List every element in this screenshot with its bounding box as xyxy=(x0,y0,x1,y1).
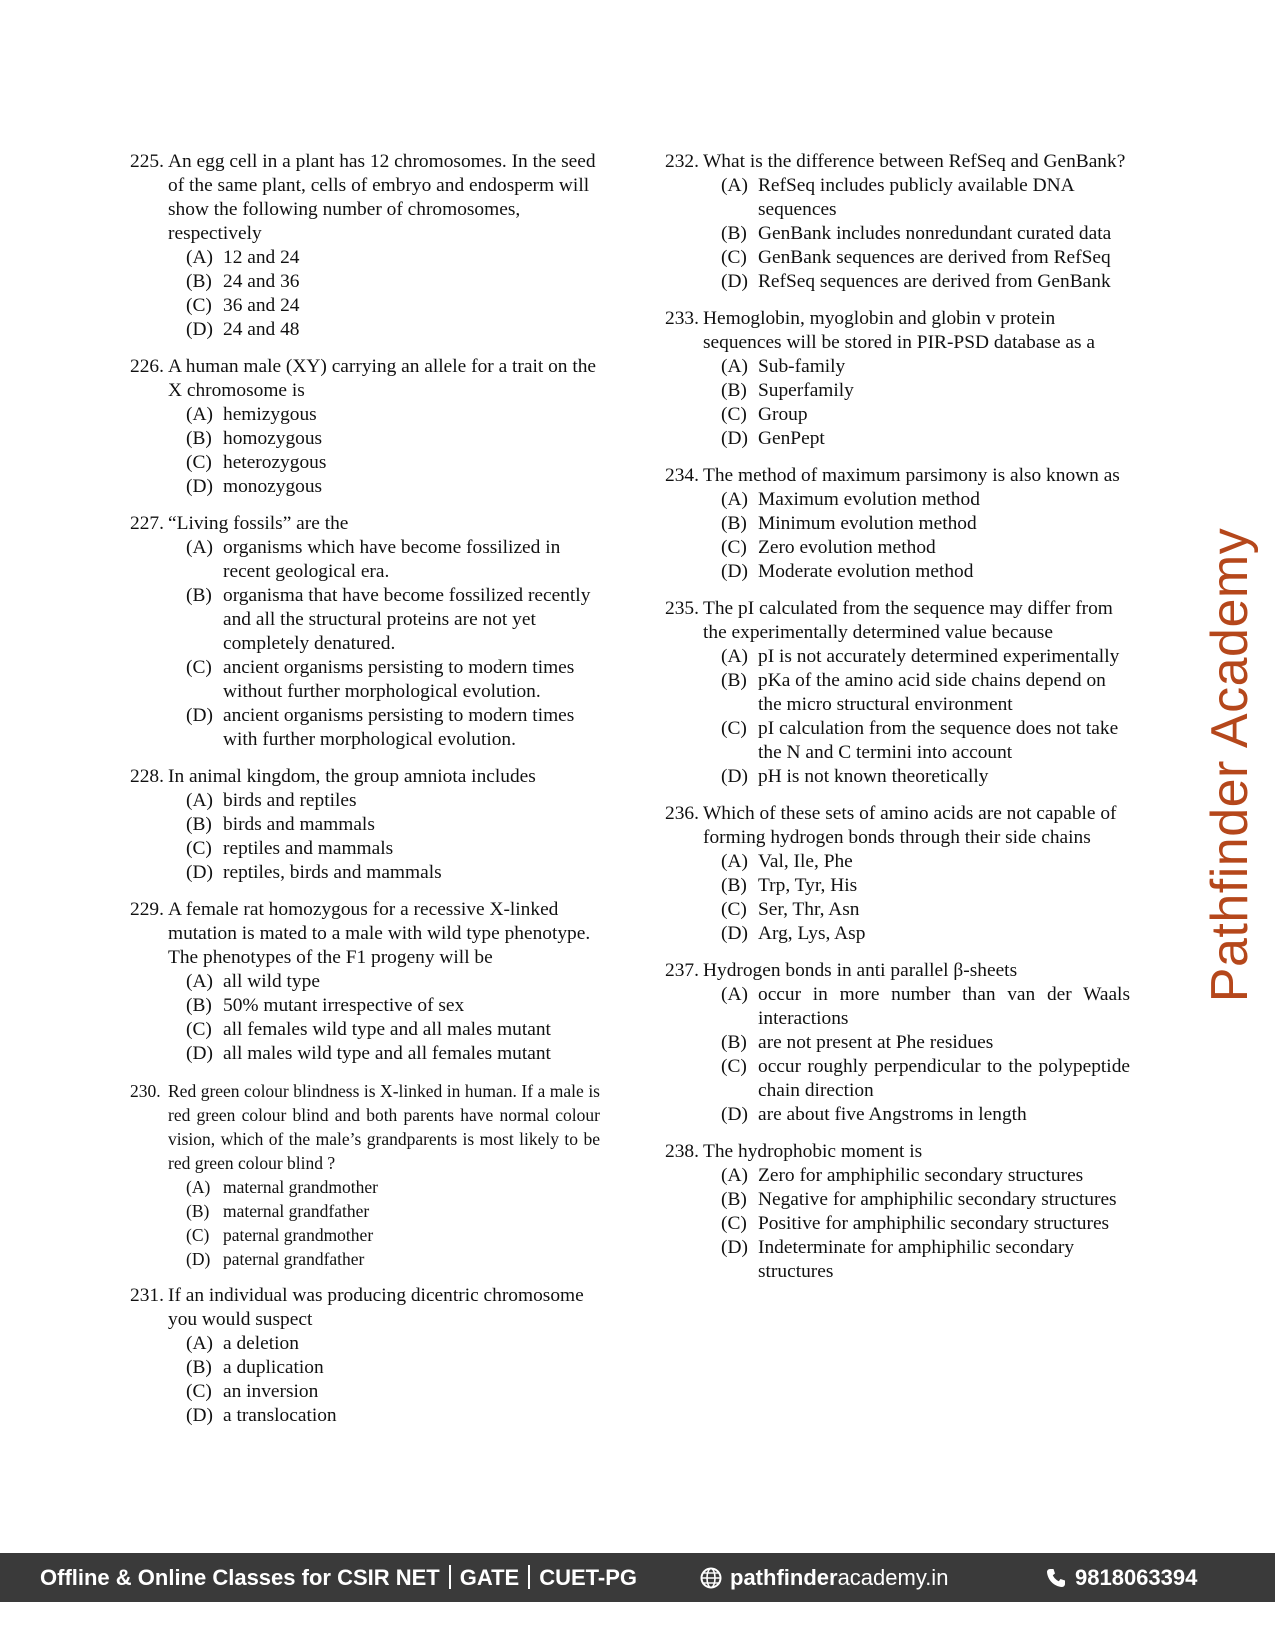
option-label: (C) xyxy=(721,899,747,920)
answer-option xyxy=(130,403,600,427)
option-label: (A) xyxy=(186,790,213,811)
question-stem xyxy=(130,355,600,403)
option-label: (C) xyxy=(721,1056,747,1077)
question-text: What is the difference between RefSeq and GenBank? xyxy=(703,151,1126,172)
option-text: pI is not accurately determined experimentally xyxy=(758,646,1120,667)
question-number: 235. xyxy=(665,598,699,619)
option-label: (D) xyxy=(721,561,748,582)
footer-bar xyxy=(0,1553,1275,1602)
question-number: 226. xyxy=(130,356,164,377)
option-label: (B) xyxy=(186,995,212,1016)
answer-option xyxy=(130,813,600,837)
option-text: ancient organisms persisting to modern times without further morphological evolution. xyxy=(223,657,575,702)
question-234 xyxy=(665,464,1130,584)
question-stem xyxy=(130,512,600,536)
option-label: (A) xyxy=(186,537,213,558)
option-text: paternal grandmother xyxy=(223,1225,374,1245)
option-text: pH is not known theoretically xyxy=(758,766,989,787)
option-text: all wild type xyxy=(223,971,320,992)
option-text: a duplication xyxy=(223,1357,324,1378)
answer-option xyxy=(665,246,1130,270)
option-text: birds and mammals xyxy=(223,814,375,835)
option-label: (B) xyxy=(186,428,212,449)
option-text: heterozygous xyxy=(223,452,327,473)
option-label: (D) xyxy=(721,1237,748,1258)
option-text: Maximum evolution method xyxy=(758,489,980,510)
option-label: (B) xyxy=(186,271,212,292)
answer-option xyxy=(665,850,1130,874)
answer-option xyxy=(665,512,1130,536)
answer-option xyxy=(130,1223,600,1247)
question-stem xyxy=(130,1284,600,1332)
question-text: A female rat homozygous for a recessive X-linked mutation is mated to a male with wild type phenotype. The phenotypes of the F1 progeny will be xyxy=(168,899,591,968)
answer-option xyxy=(130,1332,600,1356)
option-text: are not present at Phe residues xyxy=(758,1032,994,1053)
option-label: (D) xyxy=(186,476,213,497)
phone-number: 9818063394 xyxy=(1075,1565,1198,1590)
option-label: (A) xyxy=(186,404,213,425)
answer-option xyxy=(130,656,600,704)
option-label: (D) xyxy=(186,319,213,340)
answer-option xyxy=(130,318,600,342)
answer-option xyxy=(665,379,1130,403)
question-number: 231. xyxy=(130,1285,164,1306)
option-text: all males wild type and all females mutant xyxy=(223,1043,551,1064)
option-label: (A) xyxy=(721,489,748,510)
option-text: an inversion xyxy=(223,1381,319,1402)
option-label: (A) xyxy=(186,247,213,268)
tagline-cuet: CUET-PG xyxy=(539,1565,638,1590)
question-text: “Living fossils” are the xyxy=(168,513,349,534)
question-number: 228. xyxy=(130,766,164,787)
option-label: (B) xyxy=(186,1201,210,1221)
answer-option xyxy=(130,1356,600,1380)
answer-option xyxy=(665,717,1130,765)
option-text: GenBank sequences are derived from RefSeq xyxy=(758,247,1111,268)
option-text: RefSeq sequences are derived from GenBank xyxy=(758,271,1111,292)
option-label: (C) xyxy=(721,1213,747,1234)
footer-website[interactable] xyxy=(700,1565,948,1591)
watermark: Pathfinder Academy xyxy=(1201,527,1259,1003)
right-column xyxy=(665,150,1130,1297)
answer-option xyxy=(130,1247,600,1271)
option-text: Zero for amphiphilic secondary structures xyxy=(758,1165,1084,1186)
answer-option xyxy=(130,1042,600,1066)
option-label: (B) xyxy=(721,875,747,896)
answer-option xyxy=(130,1380,600,1404)
question-text: Hydrogen bonds in anti parallel β-sheets xyxy=(703,960,1018,981)
option-text: 36 and 24 xyxy=(223,295,300,316)
option-label: (B) xyxy=(186,585,212,606)
question-text: An egg cell in a plant has 12 chromosomes. In the seed of the same plant, cells of embryo and endosperm will show the following number of chromosomes, respectively xyxy=(168,151,596,244)
option-label: (C) xyxy=(186,452,212,473)
footer-tagline xyxy=(40,1565,637,1591)
option-label: (A) xyxy=(721,356,748,377)
phone-icon xyxy=(1045,1567,1067,1589)
option-label: (D) xyxy=(721,923,748,944)
option-label: (B) xyxy=(186,1357,212,1378)
option-label: (B) xyxy=(721,380,747,401)
answer-option xyxy=(130,270,600,294)
option-text: all females wild type and all males mutant xyxy=(223,1019,551,1040)
answer-option xyxy=(665,174,1130,222)
question-stem xyxy=(665,1140,1130,1164)
question-235 xyxy=(665,597,1130,789)
option-text: 50% mutant irrespective of sex xyxy=(223,995,465,1016)
option-label: (B) xyxy=(721,670,747,691)
option-label: (A) xyxy=(721,851,748,872)
option-label: (B) xyxy=(721,1032,747,1053)
option-text: Arg, Lys, Asp xyxy=(758,923,866,944)
answer-option xyxy=(665,1103,1130,1127)
question-number: 236. xyxy=(665,803,699,824)
option-text: Val, Ile, Phe xyxy=(758,851,853,872)
answer-option xyxy=(665,898,1130,922)
answer-option xyxy=(130,1199,600,1223)
answer-option xyxy=(130,861,600,885)
option-label: (D) xyxy=(186,862,213,883)
answer-option xyxy=(130,837,600,861)
answer-option xyxy=(665,1188,1130,1212)
question-stem xyxy=(130,765,600,789)
question-stem xyxy=(665,802,1130,850)
option-text: organisms which have become fossilized in recent geological era. xyxy=(223,537,561,582)
answer-option xyxy=(665,403,1130,427)
option-text: a translocation xyxy=(223,1405,337,1426)
option-label: (B) xyxy=(721,223,747,244)
question-number: 237. xyxy=(665,960,699,981)
question-226 xyxy=(130,355,600,499)
option-label: (D) xyxy=(186,1043,213,1064)
option-text: reptiles and mammals xyxy=(223,838,394,859)
question-238 xyxy=(665,1140,1130,1284)
question-text: A human male (XY) carrying an allele for a trait on the X chromosome is xyxy=(168,356,597,401)
option-label: (B) xyxy=(721,513,747,534)
option-text: occur in more number than van der Waals interactions xyxy=(758,984,1130,1029)
question-stem xyxy=(130,1079,600,1175)
question-number: 232. xyxy=(665,151,699,172)
option-text: monozygous xyxy=(223,476,323,497)
question-text: If an individual was producing dicentric chromosome you would suspect xyxy=(168,1285,584,1330)
answer-option xyxy=(665,874,1130,898)
option-text: 12 and 24 xyxy=(223,247,300,268)
option-text: organisma that have become fossilized recently and all the structural proteins are not yet completely denatured. xyxy=(223,585,591,654)
answer-option xyxy=(130,970,600,994)
question-231 xyxy=(130,1284,600,1428)
option-text: Minimum evolution method xyxy=(758,513,977,534)
option-text: paternal grandfather xyxy=(223,1249,365,1269)
question-text: Hemoglobin, myoglobin and globin v protein sequences will be stored in PIR-PSD database as a xyxy=(703,308,1096,353)
divider xyxy=(449,1565,451,1589)
option-text: GenPept xyxy=(758,428,825,449)
question-227 xyxy=(130,512,600,752)
question-229 xyxy=(130,898,600,1066)
answer-option xyxy=(665,669,1130,717)
option-text: hemizygous xyxy=(223,404,317,425)
question-number: 233. xyxy=(665,308,699,329)
question-text: The method of maximum parsimony is also known as xyxy=(703,465,1120,486)
question-text: The hydrophobic moment is xyxy=(703,1141,923,1162)
question-stem xyxy=(665,959,1130,983)
option-label: (C) xyxy=(186,838,212,859)
answer-option xyxy=(665,922,1130,946)
question-225 xyxy=(130,150,600,342)
tagline-csir: Offline & Online Classes for CSIR NET xyxy=(40,1565,440,1590)
question-text: In animal kingdom, the group amniota includes xyxy=(168,766,536,787)
question-236 xyxy=(665,802,1130,946)
question-233 xyxy=(665,307,1130,451)
option-label: (D) xyxy=(186,1405,213,1426)
question-number: 238. xyxy=(665,1141,699,1162)
answer-option xyxy=(130,294,600,318)
answer-option xyxy=(130,704,600,752)
answer-option xyxy=(665,1212,1130,1236)
option-text: a deletion xyxy=(223,1333,299,1354)
option-label: (A) xyxy=(721,984,748,1005)
question-230 xyxy=(130,1079,600,1271)
answer-option xyxy=(665,222,1130,246)
option-text: Superfamily xyxy=(758,380,854,401)
answer-option xyxy=(130,789,600,813)
option-label: (A) xyxy=(186,1333,213,1354)
question-228 xyxy=(130,765,600,885)
question-number: 229. xyxy=(130,899,164,920)
question-stem xyxy=(665,307,1130,355)
question-number: 234. xyxy=(665,465,699,486)
answer-option xyxy=(130,994,600,1018)
answer-option xyxy=(130,1175,600,1199)
answer-option xyxy=(130,246,600,270)
answer-option xyxy=(130,475,600,499)
website-bold: pathfinder xyxy=(730,1565,838,1590)
question-text: Which of these sets of amino acids are not capable of forming hydrogen bonds through their side chains xyxy=(703,803,1117,848)
question-stem xyxy=(665,597,1130,645)
answer-option xyxy=(665,1164,1130,1188)
option-text: are about five Angstroms in length xyxy=(758,1104,1027,1125)
question-stem xyxy=(665,464,1130,488)
left-column xyxy=(130,150,600,1441)
option-text: ancient organisms persisting to modern times with further morphological evolution. xyxy=(223,705,575,750)
option-label: (C) xyxy=(186,657,212,678)
option-label: (A) xyxy=(186,971,213,992)
option-label: (A) xyxy=(721,646,748,667)
answer-option xyxy=(130,427,600,451)
answer-option xyxy=(130,451,600,475)
option-label: (D) xyxy=(721,1104,748,1125)
answer-option xyxy=(665,488,1130,512)
question-text: Red green colour blindness is X-linked in human. If a male is red green colour blind and both parents have normal colour vision, which of the male’s grandparents is most likely to be red green colour blind ? xyxy=(168,1081,600,1173)
option-text: maternal grandmother xyxy=(223,1177,379,1197)
answer-option xyxy=(665,1055,1130,1103)
option-text: Zero evolution method xyxy=(758,537,936,558)
question-stem xyxy=(130,898,600,970)
answer-option xyxy=(130,584,600,656)
answer-option xyxy=(665,536,1130,560)
website-rest: academy.in xyxy=(837,1565,949,1590)
option-label: (C) xyxy=(721,247,747,268)
option-text: Group xyxy=(758,404,808,425)
option-text: Ser, Thr, Asn xyxy=(758,899,860,920)
question-number: 230. xyxy=(130,1081,161,1101)
option-label: (C) xyxy=(721,404,747,425)
answer-option xyxy=(130,1404,600,1428)
option-text: RefSeq includes publicly available DNA sequences xyxy=(758,175,1074,220)
option-label: (B) xyxy=(186,814,212,835)
question-232 xyxy=(665,150,1130,294)
answer-option xyxy=(665,1236,1130,1284)
option-label: (D) xyxy=(186,1249,211,1269)
answer-option xyxy=(665,270,1130,294)
option-label: (C) xyxy=(721,718,747,739)
option-text: 24 and 36 xyxy=(223,271,300,292)
question-stem xyxy=(665,150,1130,174)
option-text: reptiles, birds and mammals xyxy=(223,862,442,883)
option-label: (C) xyxy=(721,537,747,558)
answer-option xyxy=(130,536,600,584)
option-label: (A) xyxy=(186,1177,211,1197)
option-text: occur roughly perpendicular to the polypeptide chain direction xyxy=(758,1056,1130,1101)
question-number: 225. xyxy=(130,151,164,172)
option-label: (C) xyxy=(186,1019,212,1040)
option-label: (D) xyxy=(721,428,748,449)
option-text: birds and reptiles xyxy=(223,790,357,811)
option-label: (D) xyxy=(721,766,748,787)
option-label: (B) xyxy=(721,1189,747,1210)
option-text: Negative for amphiphilic secondary structures xyxy=(758,1189,1117,1210)
divider xyxy=(528,1565,530,1589)
answer-option xyxy=(665,645,1130,669)
option-label: (D) xyxy=(721,271,748,292)
option-text: GenBank includes nonredundant curated data xyxy=(758,223,1112,244)
option-text: Moderate evolution method xyxy=(758,561,974,582)
answer-option xyxy=(665,355,1130,379)
option-label: (C) xyxy=(186,1225,210,1245)
option-label: (C) xyxy=(186,295,212,316)
option-label: (D) xyxy=(186,705,213,726)
option-text: maternal grandfather xyxy=(223,1201,370,1221)
option-text: Indeterminate for amphiphilic secondary structures xyxy=(758,1237,1075,1282)
answer-option xyxy=(130,1018,600,1042)
question-stem xyxy=(130,150,600,246)
option-text: pI calculation from the sequence does not take the N and C termini into account xyxy=(758,718,1119,763)
option-text: 24 and 48 xyxy=(223,319,300,340)
question-text: The pI calculated from the sequence may differ from the experimentally determined value because xyxy=(703,598,1113,643)
globe-icon xyxy=(700,1567,722,1589)
option-text: Positive for amphiphilic secondary structures xyxy=(758,1213,1110,1234)
question-number: 227. xyxy=(130,513,164,534)
option-label: (A) xyxy=(721,1165,748,1186)
option-text: homozygous xyxy=(223,428,323,449)
footer-phone[interactable] xyxy=(1045,1565,1197,1591)
answer-option xyxy=(665,765,1130,789)
option-label: (A) xyxy=(721,175,748,196)
question-237 xyxy=(665,959,1130,1127)
tagline-gate: GATE xyxy=(459,1565,520,1590)
option-text: Sub-family xyxy=(758,356,846,377)
option-text: pKa of the amino acid side chains depend on the micro structural environment xyxy=(758,670,1106,715)
answer-option xyxy=(665,427,1130,451)
option-label: (C) xyxy=(186,1381,212,1402)
answer-option xyxy=(665,1031,1130,1055)
answer-option xyxy=(665,560,1130,584)
answer-option xyxy=(665,983,1130,1031)
option-text: Trp, Tyr, His xyxy=(758,875,858,896)
